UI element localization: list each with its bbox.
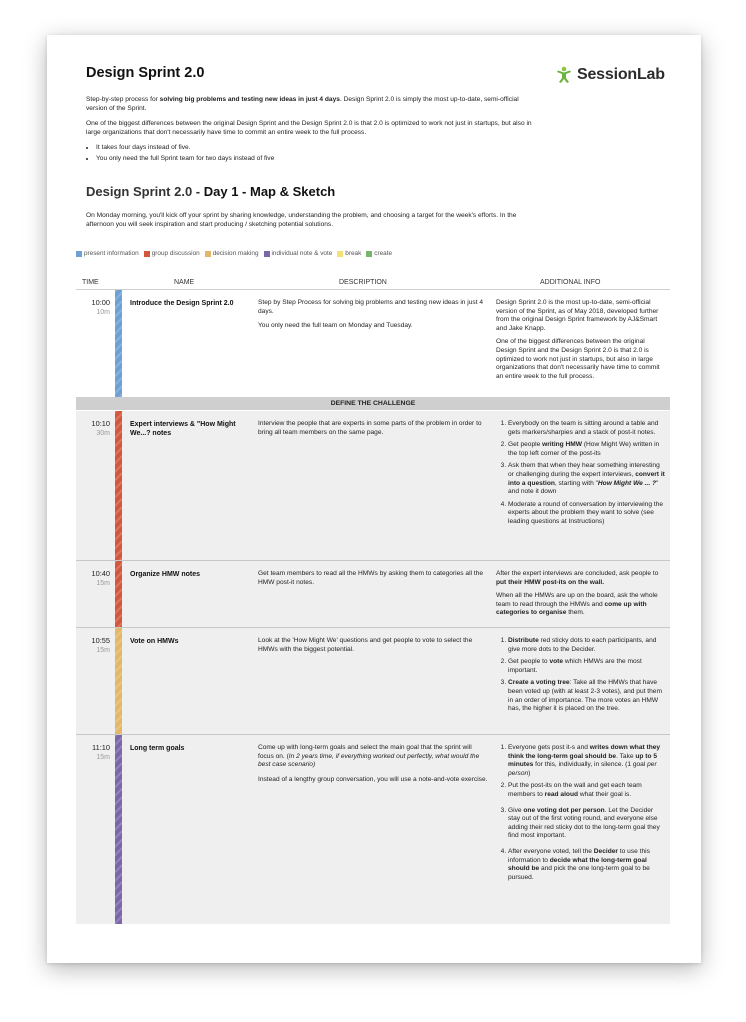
header-name: NAME <box>174 279 195 286</box>
page-title: Design Sprint 2.0 <box>86 65 205 81</box>
table-row <box>76 628 670 735</box>
row-time: 10:40 15m <box>91 569 110 587</box>
sessionlab-logo <box>555 66 665 84</box>
activity-color-bar <box>115 561 122 627</box>
list-item: 1. Everybody on the team is sitting around a table and gets markers/sharpies and a stack of post-it notes. <box>508 420 666 437</box>
header-additional-info: ADDITIONAL INFO <box>540 279 601 286</box>
legend-item-create: create <box>366 250 392 257</box>
table-row <box>76 561 670 628</box>
legend-swatch <box>205 251 211 257</box>
row-additional-info <box>496 744 666 886</box>
activity-color-bar <box>115 628 122 734</box>
row-description: Come up with long-term goals and select the main goal that the sprint will focus on. (In 2 years time, if everything worked out perfectly, what would the best case scenario) Instead of a lengthy group conversation, you will use a note-and-vote exercise. <box>258 744 488 783</box>
logo-wordmark: SessionLab <box>577 66 665 83</box>
row-name: Vote on HMWs <box>130 638 179 645</box>
table-row <box>76 735 670 924</box>
activity-color-bar <box>115 735 122 924</box>
row-additional-info <box>496 420 666 531</box>
legend-item-decision-making: decision making <box>205 250 259 257</box>
legend-item-break: break <box>337 250 361 257</box>
section-header: DEFINE THE CHALLENGE <box>76 397 670 410</box>
legend-swatch <box>264 251 270 257</box>
legend <box>76 250 392 257</box>
header-description: DESCRIPTION <box>339 279 387 286</box>
row-time: 10:00 10m <box>91 298 110 316</box>
agenda-table <box>76 278 670 924</box>
intro-bullet: • It takes four days instead of five. <box>96 143 536 152</box>
list-item: 4. After everyone voted, tell the Decider to use this information to decide what the long-term goal should be and pick the one long-term goal to be pursued. <box>508 848 666 882</box>
intro-paragraph-2: One of the biggest differences between the original Design Sprint and the Design Sprint 2.0 is that 2.0 is optimized to work not just in startups, but also in large organizations that don't necessarily have time to commit an entire week to the full process. <box>86 120 532 136</box>
row-duration: 15m <box>96 754 110 761</box>
legend-swatch <box>144 251 150 257</box>
row-duration: 10m <box>96 309 110 316</box>
list-item: 2. Get people writing HMW (How Might We) written in the top left corner of the post-its <box>508 441 666 458</box>
activity-color-bar <box>115 290 122 397</box>
table-header <box>76 278 670 290</box>
list-item: 3. Ask them that when they hear something interesting or challenging during the expert interviews, convert it into a question, starting with "How Might We ... ?" and note it down <box>508 462 666 496</box>
table-row <box>76 411 670 561</box>
legend-swatch <box>337 251 343 257</box>
header-time: TIME <box>82 279 99 286</box>
legend-swatch <box>366 251 372 257</box>
row-additional-info: Design Sprint 2.0 is the most up-to-date, semi-official version of the Sprint, as of May 2018, developed further from the original Design Sprint framework by AJ&Smart and Jake Knapp. One of the biggest differences between the original Design Sprint and the Design Sprint 2.0 is that 2.0 is optimized to work not just in startups, but also in large organizations that don't necessarily have time to commit an entire week to the full process. <box>496 299 660 380</box>
row-description: Get team members to read all the HMWs by asking them to categories all the HMW post-it notes. <box>258 570 484 586</box>
list-item: 2. Get people to vote which HMWs are the most important. <box>508 658 666 675</box>
row-additional-info: After the expert interviews are concluded, ask people to put their HMW post-its on the wall. When all the HMWs are up on the board, ask the whole team to read through the HMWs and come up with categories to organise them. <box>496 570 659 617</box>
row-description: Look at the 'How Might We' questions and get people to vote to select the HMWs with the biggest potential. <box>258 637 473 653</box>
list-item: 4. Moderate a round of conversation by interviewing the experts about the problem they want to solve (see leading questions at Instructions) <box>508 501 666 527</box>
intro-bullets <box>86 143 536 163</box>
row-time: 11:10 15m <box>92 743 110 761</box>
day-title: Design Sprint 2.0 - Day 1 - Map & Sketch <box>86 184 336 199</box>
list-item: 3. Create a voting tree: Take all the HMWs that have been voted up (with at least 2-3 votes), and put them in an order of importance. The more votes an HMW has, the higher it is placed on the tree. <box>508 679 666 713</box>
row-description: Interview the people that are experts in some parts of the problem in order to bring all team members on the same page. <box>258 420 482 436</box>
list-item: 2. Put the post-its on the wall and get each team members to read aloud what their goal is. <box>508 782 666 799</box>
row-duration: 15m <box>96 647 110 654</box>
intro-bullet: • You only need the full Sprint team for two days instead of five <box>96 154 536 163</box>
row-duration: 30m <box>96 430 110 437</box>
intro-paragraph-1: Step-by-step process for solving big problems and testing new ideas in just 4 days. Design Sprint 2.0 is simply the most up-to-date, semi-official version of the Sprint. <box>86 96 519 112</box>
legend-swatch <box>76 251 82 257</box>
row-time: 10:55 15m <box>91 636 110 654</box>
list-item: 3. Give one voting dot per person. Let the Decider stay out of the first voting round, and everyone else adding their red sticky dot to the long-term goal they find most important. <box>508 807 666 841</box>
list-item: 1. Everyone gets post it-s and writes down what they think the long-term goal should be. Take up to 5 minutes for this, individually, in silence. (1 goal per person) <box>508 744 666 778</box>
row-name: Long term goals <box>130 745 185 752</box>
intro-section <box>86 95 536 165</box>
row-duration: 15m <box>96 580 110 587</box>
legend-item-individual-note-vote: individual note & vote <box>264 250 333 257</box>
sessionlab-logo-icon <box>555 66 573 84</box>
list-item: 1. Distribute red sticky dots to each participants, and give more dots to the Decider. <box>508 637 666 654</box>
row-additional-info <box>496 637 666 718</box>
activity-color-bar <box>115 411 122 560</box>
table-row <box>76 290 670 398</box>
legend-item-group-discussion: group discussion <box>144 250 200 257</box>
legend-item-present-information: present information <box>76 250 139 257</box>
row-name: Introduce the Design Sprint 2.0 <box>130 300 234 307</box>
document-page <box>47 35 701 963</box>
row-name: Expert interviews & "How Might We...? notes <box>130 421 236 437</box>
day-description: On Monday morning, you'll kick off your sprint by sharing knowledge, understanding the problem, and choosing a target for the week's efforts. In the afternoon you will seek inspiration and start producing / sketching potential solutions. <box>86 212 517 228</box>
row-name: Organize HMW notes <box>130 571 201 578</box>
row-time: 10:10 30m <box>91 419 110 437</box>
row-description: Step by Step Process for solving big problems and testing new ideas in just 4 days. You only need the full team on Monday and Tuesday. <box>258 299 484 330</box>
